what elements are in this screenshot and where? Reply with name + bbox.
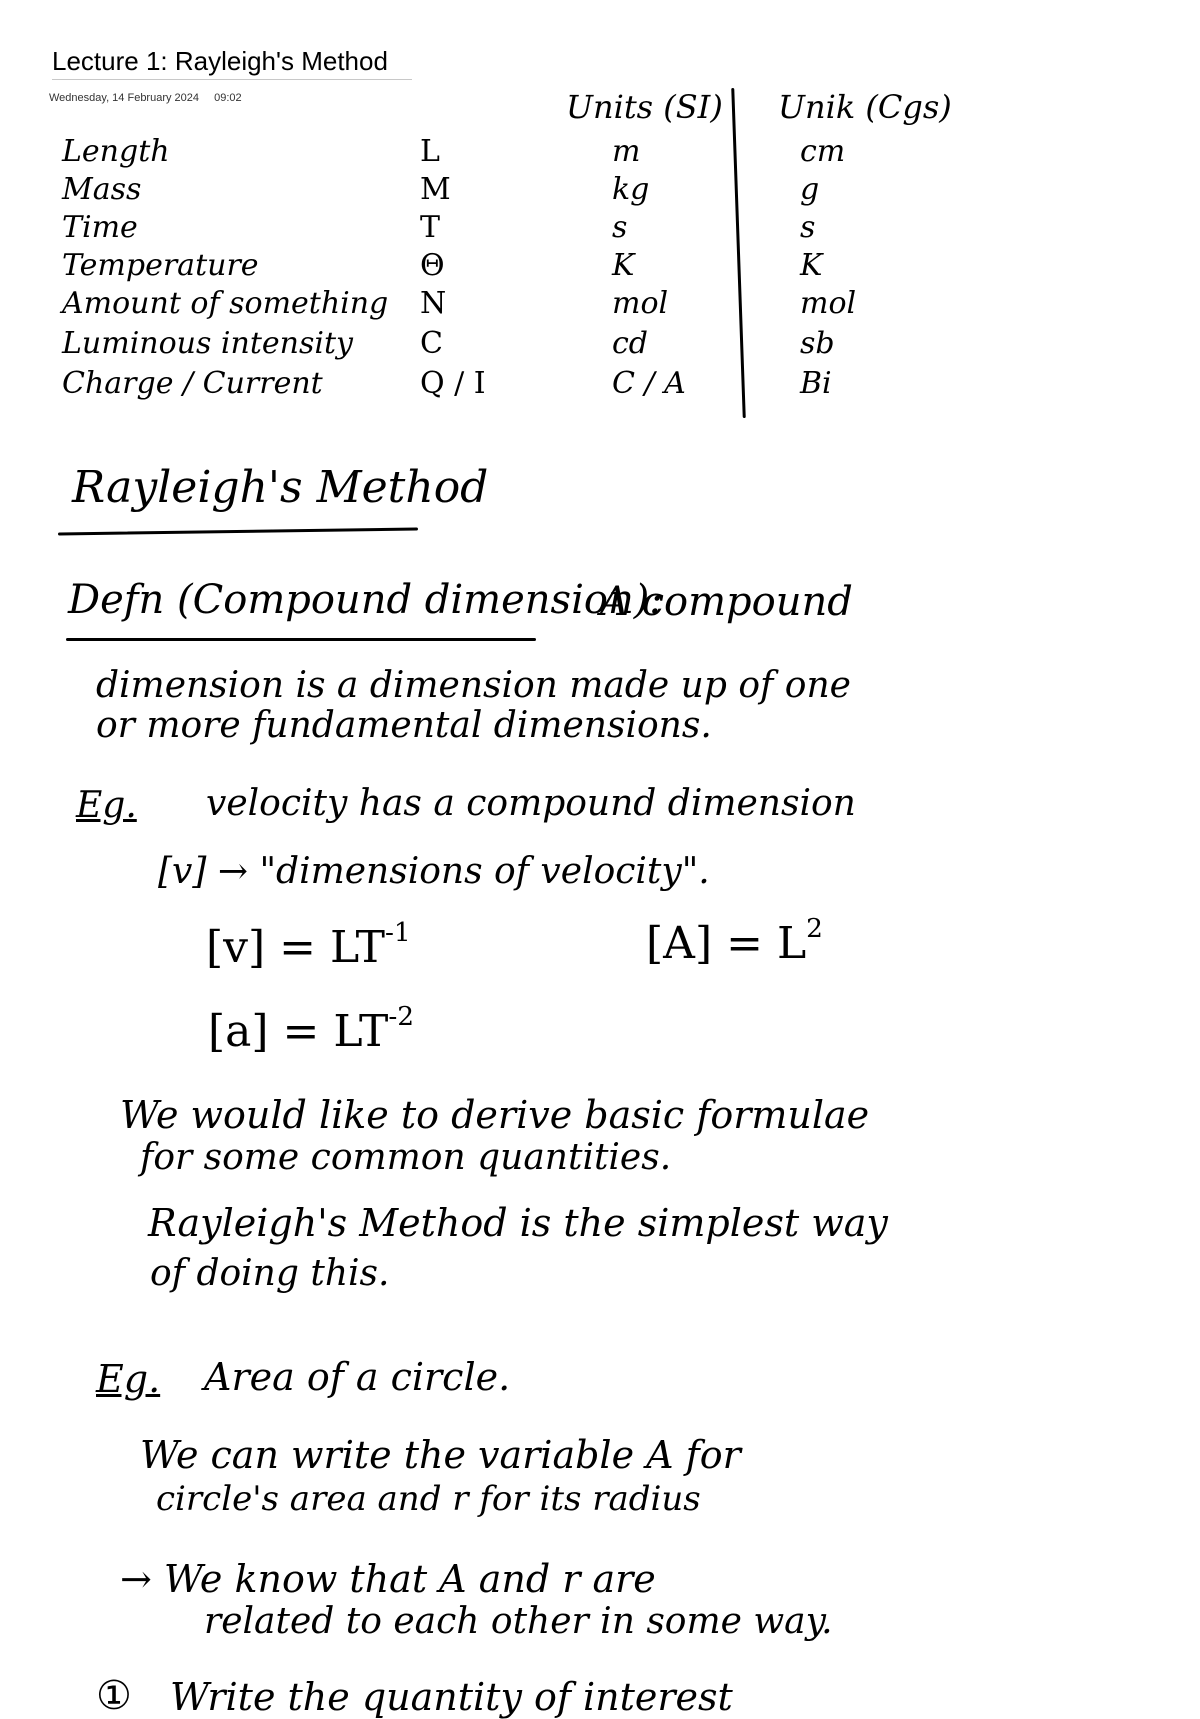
step1-text: Write the quantity of interest [170,1675,733,1719]
si-unit: cd [612,326,649,361]
si-unit: s [612,210,628,245]
example-label: Eg. [96,1357,161,1401]
definition-underline [66,638,536,641]
equation-acceleration-lhs: [a] = LT [208,1006,389,1058]
quantity-symbol: M [420,172,451,207]
si-unit: C / A [612,366,686,401]
example-label: Eg. [76,785,137,826]
si-unit: K [612,248,635,283]
table-row [0,248,1200,284]
page-timestamp [49,92,254,104]
page-date: Wednesday, 14 February 2024 [49,92,200,104]
quantity-symbol: N [420,286,447,321]
table-row [0,366,1200,402]
paragraph3-line1: We can write the variable A for [140,1433,741,1477]
quantity-name: Temperature [62,248,259,283]
table-row [0,286,1200,322]
step1-marker: ① [96,1673,132,1719]
equation-velocity-lhs: [v] = LT [206,922,386,974]
quantity-symbol: L [420,134,440,169]
quantity-name: Charge / Current [62,366,323,401]
quantity-symbol: T [420,210,441,245]
equation-area [646,913,823,970]
paragraph2-line2: of doing this. [150,1253,390,1294]
quantity-symbol: Θ [420,248,445,283]
paragraph3-line2: circle's area and r for its radius [156,1479,701,1519]
section-heading: Rayleigh's Method [72,462,489,513]
si-unit: kg [612,172,650,207]
table-row [0,326,1200,362]
quantity-name: Luminous intensity [62,326,353,361]
definition-text-line2: dimension is a dimension made up of one [96,665,851,706]
paragraph1-line2: for some common quantities. [140,1137,672,1178]
definition-heading: Defn (Compound dimension): [68,577,663,623]
quantity-name: Mass [62,172,142,207]
cgs-unit: cm [800,134,846,169]
paragraph2-line1: Rayleigh's Method is the simplest way [148,1201,888,1245]
page-time: 09:02 [214,92,242,104]
page-title: Lecture 1: Rayleigh's Method [52,46,412,80]
definition-text-line1: A compound [600,579,853,625]
paragraph4-line2: related to each other in some way. [204,1601,833,1642]
equation-acceleration-exponent: -2 [388,1001,415,1032]
paragraph4-line1: → We know that A and r are [120,1557,656,1601]
quantity-name: Amount of something [62,286,389,321]
equation-area-lhs: [A] = L [646,918,807,970]
equation-velocity [206,917,411,974]
cgs-unit: s [800,210,816,245]
quantity-name: Length [62,134,170,169]
quantity-symbol: Q / I [420,366,486,401]
example2-title: Area of a circle. [204,1355,511,1399]
quantity-name: Time [62,210,138,245]
equation-area-exponent: 2 [806,913,823,944]
cgs-unit: mol [800,286,857,321]
table-row [0,172,1200,208]
example1-line2: [v] → "dimensions of velocity". [158,851,710,892]
heading-underline [58,527,418,535]
table-row [0,134,1200,170]
example1-line1: velocity has a compound dimension [206,783,856,824]
si-unit: mol [612,286,669,321]
cgs-unit: g [800,172,820,207]
paragraph1-line1: We would like to derive basic formulae [120,1093,870,1137]
quantity-symbol: C [420,326,443,361]
cgs-unit: sb [800,326,835,361]
units-si-header: Units (SI) [566,88,723,126]
equation-velocity-exponent: -1 [385,917,411,948]
si-unit: m [612,134,641,169]
table-row [0,210,1200,246]
units-cgs-header: Unik (Cgs) [778,88,952,126]
equation-acceleration [208,1001,415,1058]
cgs-unit: K [800,248,823,283]
cgs-unit: Bi [800,366,832,401]
definition-text-line3: or more fundamental dimensions. [96,705,712,746]
